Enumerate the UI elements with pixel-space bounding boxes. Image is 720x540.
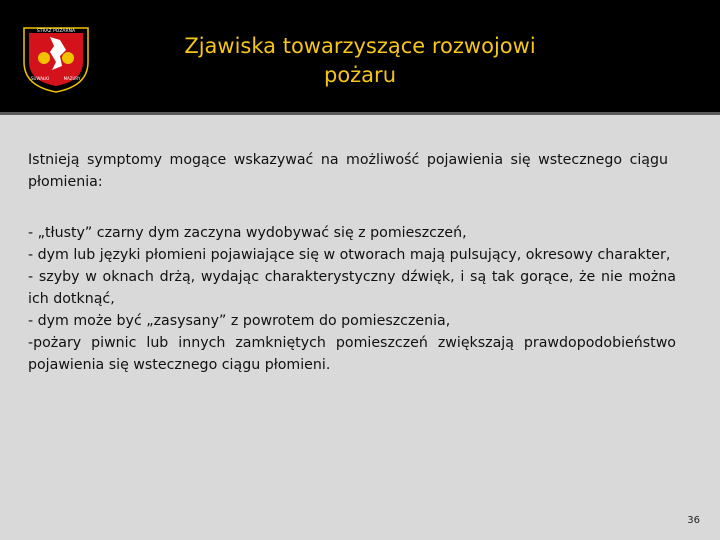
logo-bottom-right-text: MAZURY xyxy=(63,76,81,81)
fire-brigade-logo xyxy=(18,22,94,94)
slide-title-line-1: Zjawiska towarzyszące rozwojowi xyxy=(184,34,536,58)
list-item: - dym może być „zasysany” z powrotem do pomieszczenia, xyxy=(28,313,451,329)
page-number: 36 xyxy=(687,515,700,526)
list-item: - szyby w oknach drżą, wydając charakterystyczny dźwięk, i są tak gorące, że nie można ich dotknąć, xyxy=(28,269,676,307)
title-bar-divider xyxy=(0,112,720,115)
logo-top-text: STRAŻ POŻARNA xyxy=(36,29,76,34)
symptom-list xyxy=(28,222,676,376)
list-item: -pożary piwnic lub innych zamkniętych pomieszczeń zwiększają prawdopodobieństwo pojawienia się wstecznego ciągu płomieni. xyxy=(28,335,676,373)
slide-title xyxy=(110,32,610,90)
list-item: - „tłusty” czarny dym zaczyna wydobywać się z pomieszczeń, xyxy=(28,225,467,241)
intro-paragraph: Istnieją symptomy mogące wskazywać na możliwość pojawienia się wstecznego ciągu płomienia: xyxy=(28,152,668,190)
list-item: - dym lub języki płomieni pojawiające się w otworach mają pulsujący, okresowy charakter, xyxy=(28,247,671,263)
logo-bottom-left-text: SUWAŁKI xyxy=(31,76,49,81)
slide-title-line-2: pożaru xyxy=(323,63,396,87)
